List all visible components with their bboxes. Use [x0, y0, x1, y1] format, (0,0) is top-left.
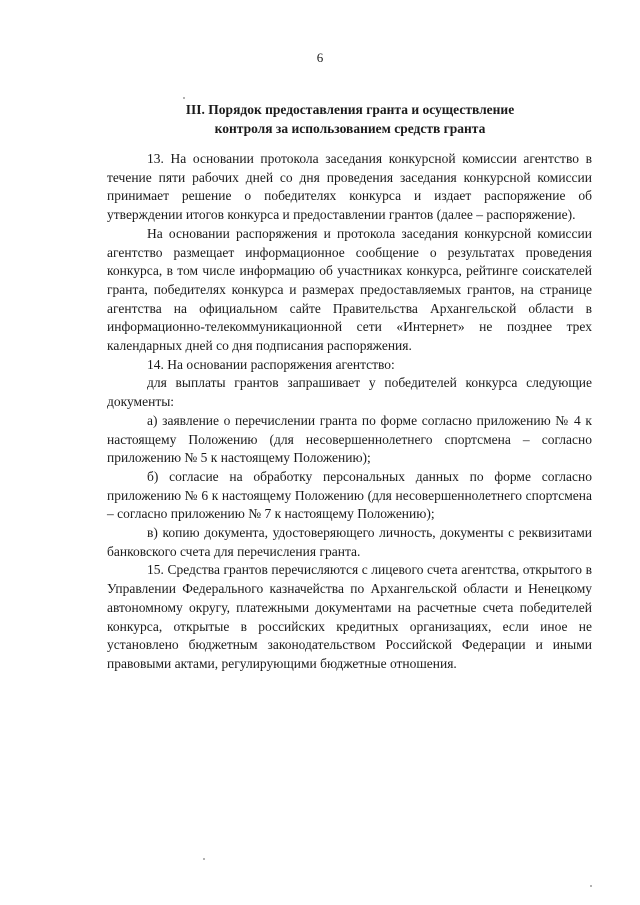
paragraph-item-a: а) заявление о перечислении гранта по форме согласно приложению № 4 к настоящему Положению (для несовершеннолетнего спортсмена – согласно приложению № 5 к настоящему Положению); — [107, 412, 592, 466]
scan-speck — [203, 858, 205, 860]
paragraph-13: 13. На основании протокола заседания конкурсной комиссии агентство в течение пяти рабочих дней со дня проведения заседания конкурсной комиссии принимает решение о победителях конкурса и издает распоряжение об утверждении итогов конкурса и предоставлении грантов (далее – распоряжение). — [107, 151, 592, 223]
page-number: 6 — [316, 50, 324, 65]
paragraph-documents-request: для выплаты грантов запрашивает у победителей конкурса следующие документы: — [107, 375, 592, 410]
document-body — [107, 150, 592, 674]
scan-speck — [590, 885, 592, 887]
paragraph-15: 15. Средства грантов перечисляются с лицевого счета агентства, открытого в Управлении Федерального казначейства по Архангельской области и Ненецкому автономному округу, платежными документами на расчетные счета победителей конкурса, открытые в российских кредитных организациях, если иное не установлено бюджетным законодательством Российской Федерации и иными правовыми актами, регулирующими бюджетные отношения. — [107, 562, 592, 671]
paragraph-publication: На основании распоряжения и протокола заседания конкурсной комиссии агентство размещает информационное сообщение о результатах проведения конкурса, в том числе информацию об участниках конкурса, рейтинге соискателей гранта, победителях конкурса и размерах предоставляемых грантов, на странице агентства на официальном сайте Правительства Архангельской области в информационно-телекоммуникационной сети «Интернет» не позднее трех календарных дней со дня подписания распоряжения. — [107, 225, 592, 354]
scan-speck — [183, 97, 185, 99]
paragraph-14: 14. На основании распоряжения агентство: — [147, 356, 395, 372]
section-heading-line-2: контроля за использованием средств гранта — [214, 121, 486, 136]
section-heading-line-1: III. Порядок предоставления гранта и осуществление — [185, 102, 515, 117]
paragraph-item-c: в) копию документа, удостоверяющего личность, документы с реквизитами банковского счета для перечисления гранта. — [107, 525, 592, 559]
paragraph-item-b: б) согласие на обработку персональных данных по форме согласно приложению № 6 к настоящему Положению (для несовершеннолетнего спортсмена – согласно приложению № 7 к настоящему Положению); — [107, 468, 592, 522]
section-heading — [108, 100, 592, 138]
